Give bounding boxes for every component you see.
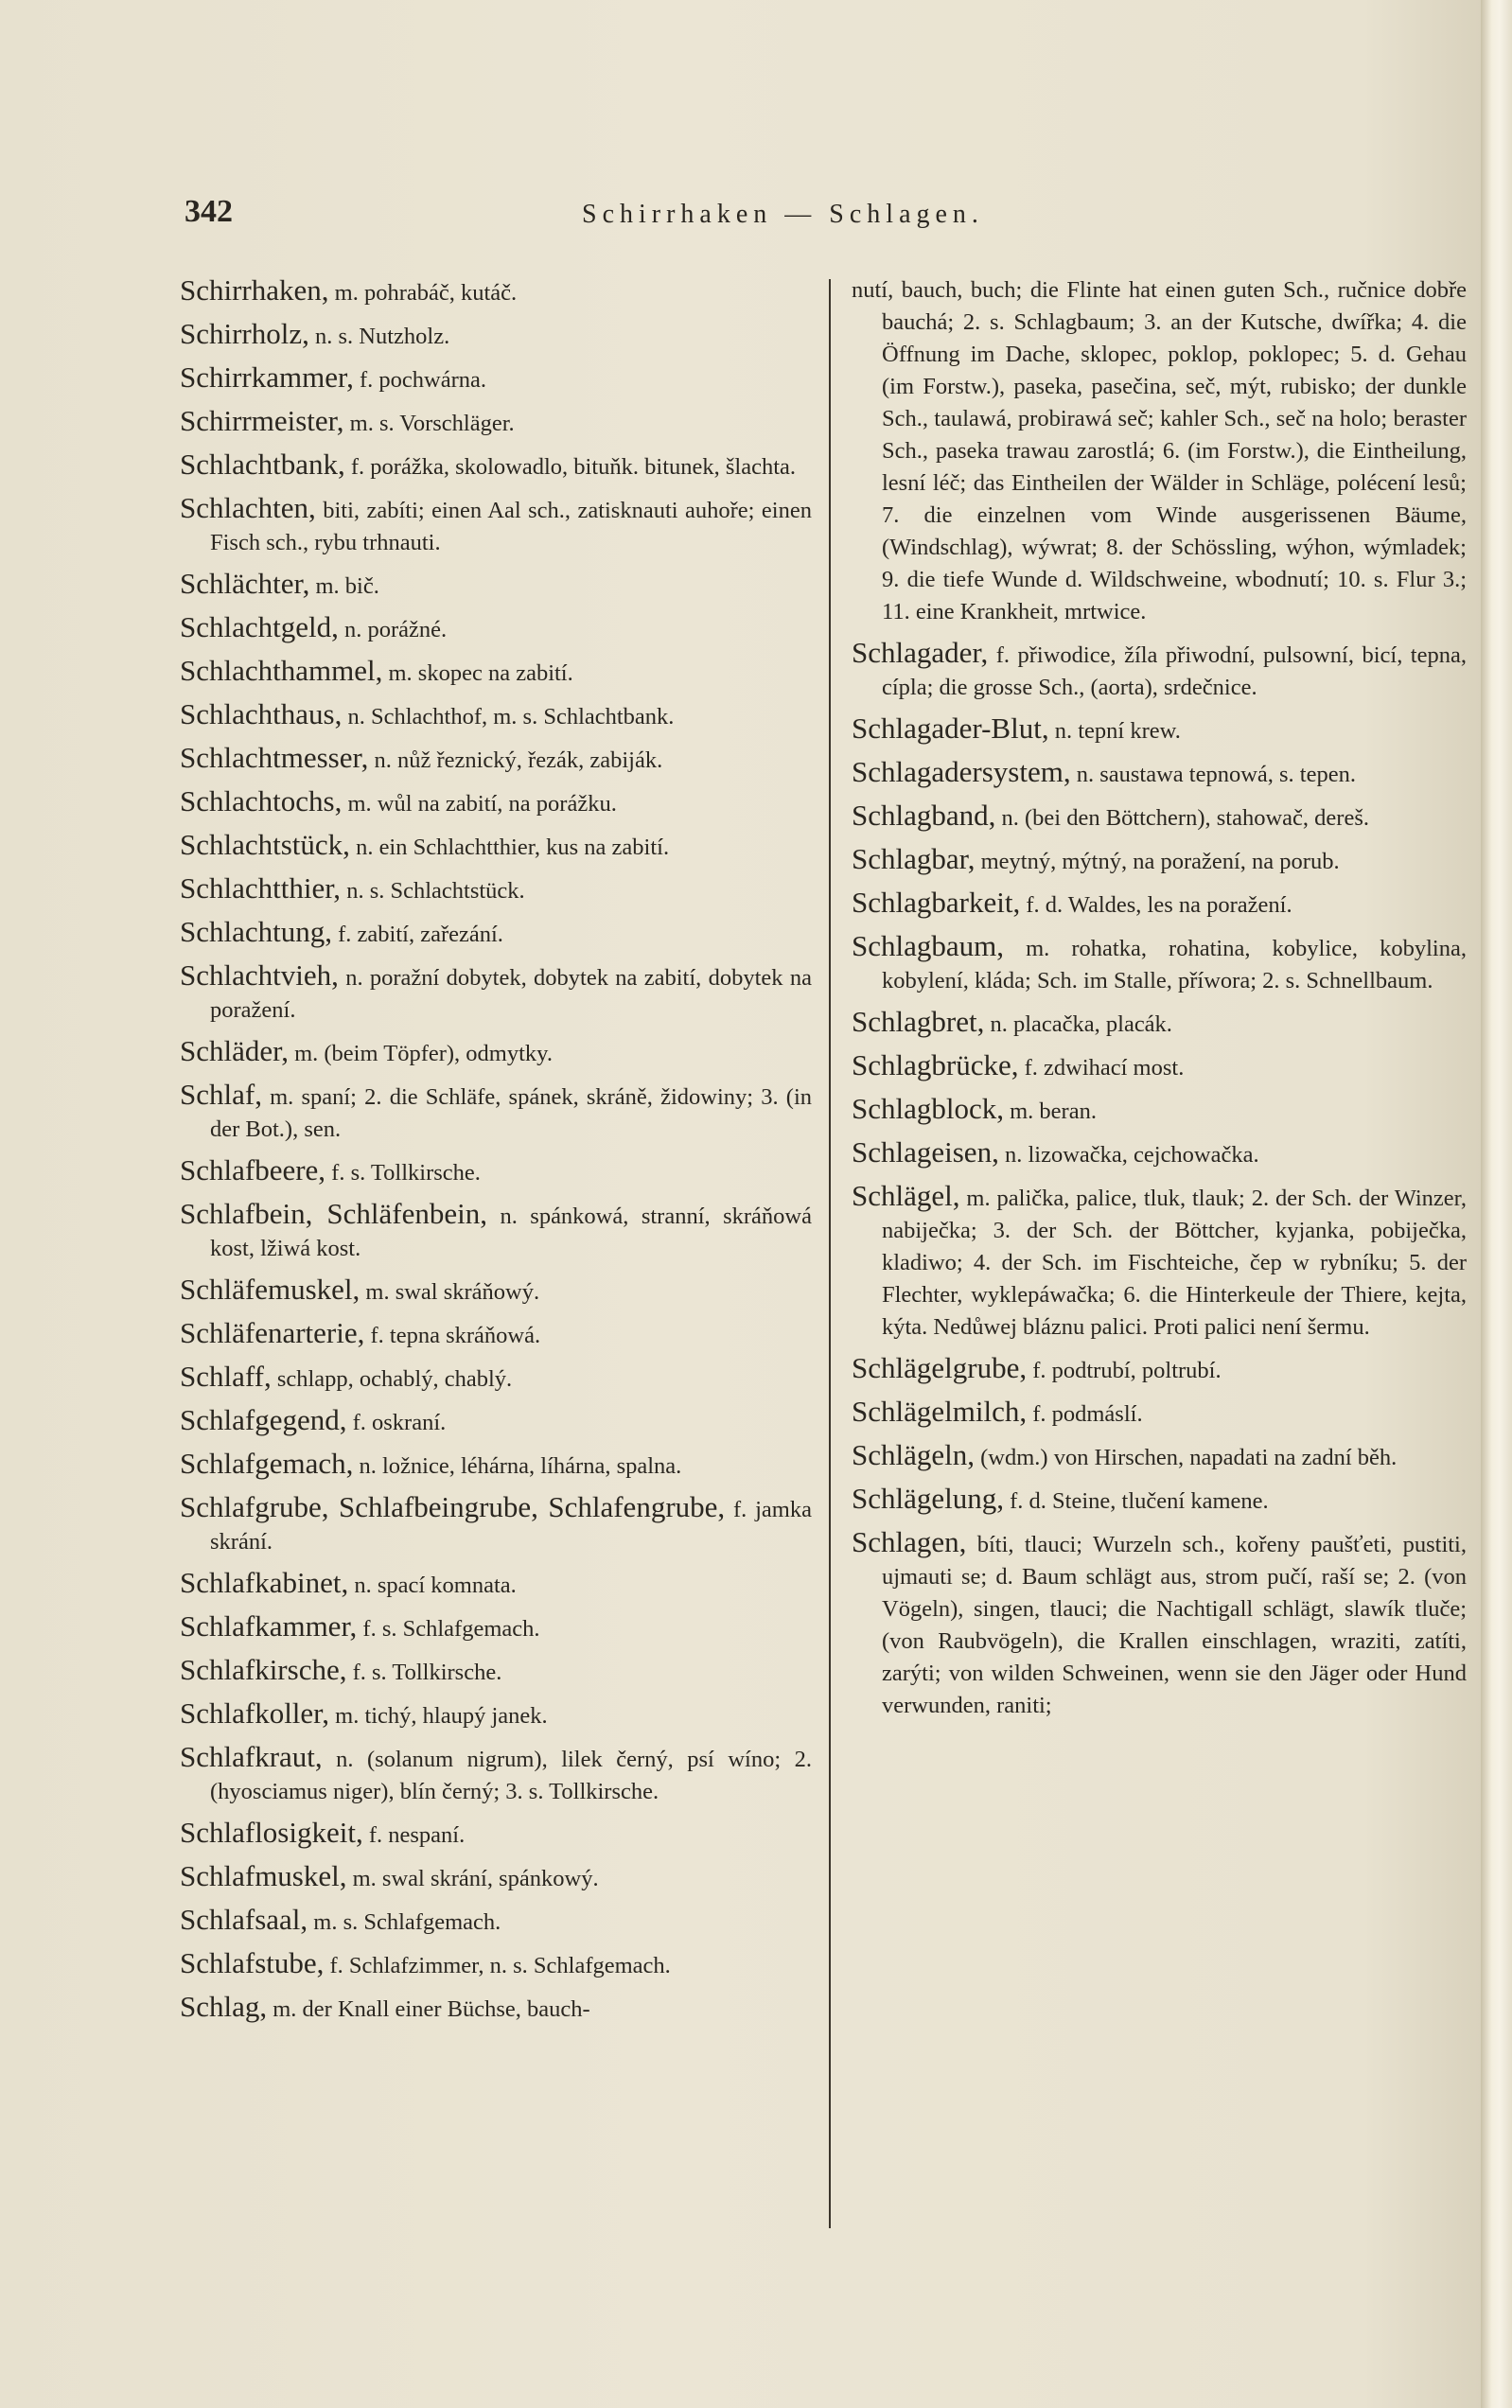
dictionary-entry xyxy=(180,405,812,440)
entry-headword: Schlagader, xyxy=(852,636,989,669)
entry-definition: n. saustawa tepnowá, s. tepen. xyxy=(1070,762,1356,787)
entry-headword: Schlafkoller, xyxy=(180,1696,330,1730)
entry-definition: m. beran. xyxy=(1004,1099,1097,1124)
entry-definition: n. ložnice, léhárna, líhárna, spalna. xyxy=(353,1453,682,1479)
entry-definition: f. pochwárna. xyxy=(353,367,486,393)
entry-definition: n. spací komnata. xyxy=(348,1573,517,1598)
dictionary-entry xyxy=(180,1404,812,1439)
entry-headword: Schirrkammer, xyxy=(180,360,354,394)
dictionary-entry xyxy=(852,1526,1467,1722)
dictionary-entry xyxy=(180,568,812,603)
dictionary-entry xyxy=(180,1991,812,2026)
dictionary-entry xyxy=(180,318,812,353)
entry-headword: Schlafbein, Schläfenbein, xyxy=(180,1197,487,1230)
dictionary-entry xyxy=(852,637,1467,704)
entry-definition: m. s. Schlafgemach. xyxy=(308,1909,501,1935)
entry-definition: biti, zabíti; einen Aal sch., zatisknauti auhoře; einen Fisch sch., rybu trhnauti. xyxy=(210,498,812,555)
entry-headword: Schlaflosigkeit, xyxy=(180,1816,363,1849)
entry-headword: Schlagbar, xyxy=(852,842,976,875)
dictionary-entry xyxy=(852,1049,1467,1084)
entry-headword: Schlägelgrube, xyxy=(852,1351,1028,1384)
dictionary-entry xyxy=(852,1396,1467,1431)
entry-definition: m. (beim Töpfer), odmytky. xyxy=(288,1041,553,1066)
entry-definition: m. tichý, hlaupý janek. xyxy=(329,1703,548,1729)
dictionary-entry xyxy=(852,712,1467,747)
entry-headword: Schläfenarterie, xyxy=(180,1316,365,1349)
entry-headword: Schlafmuskel, xyxy=(180,1859,347,1892)
entry-definition: m. bič. xyxy=(309,573,379,599)
entry-headword: Schlachten, xyxy=(180,491,316,524)
entry-definition: meytný, mýtný, na poražení, na porub. xyxy=(975,849,1340,874)
entry-headword: Schlachtgeld, xyxy=(180,610,339,643)
entry-headword: Schirrmeister, xyxy=(180,404,344,437)
dictionary-entry xyxy=(180,1317,812,1352)
entry-headword: Schlagbarkeit, xyxy=(852,886,1021,919)
dictionary-entry xyxy=(180,742,812,777)
entry-headword: Schirrholz, xyxy=(180,317,309,350)
dictionary-entry xyxy=(180,1817,812,1852)
dictionary-entry xyxy=(180,1567,812,1602)
entry-definition: m. der Knall einer Büchse, bauch- xyxy=(267,1996,590,2022)
dictionary-entry xyxy=(852,1439,1467,1474)
entry-definition: n. porážné. xyxy=(338,617,448,642)
entry-headword: Schlachtvieh, xyxy=(180,958,339,992)
entry-definition: m. pohrabáč, kutáč. xyxy=(328,280,518,306)
dictionary-entry xyxy=(180,1741,812,1808)
entry-headword: Schlafkabinet, xyxy=(180,1566,349,1599)
page-header xyxy=(185,194,1481,251)
entry-headword: Schlachtstück, xyxy=(180,828,350,861)
dictionary-entry xyxy=(180,1904,812,1939)
entry-headword: Schlageisen, xyxy=(852,1135,999,1169)
dictionary-entry xyxy=(180,1035,812,1070)
entry-definition: n. s. Nutzholz. xyxy=(308,324,450,349)
dictionary-entry xyxy=(180,1947,812,1982)
dictionary-entry xyxy=(180,916,812,951)
entry-definition: schlapp, ochablý, chablý. xyxy=(271,1366,513,1392)
page-number: 342 xyxy=(185,194,233,229)
entry-definition: f. d. Steine, tlučení kamene. xyxy=(1004,1488,1269,1514)
entry-headword: Schlagblock, xyxy=(852,1092,1004,1125)
dictionary-entry xyxy=(180,959,812,1027)
dictionary-entry xyxy=(180,785,812,820)
entry-definition: m. swal skrání, spánkowý. xyxy=(346,1866,599,1891)
dictionary-entry xyxy=(852,1006,1467,1041)
dictionary-entry xyxy=(852,1136,1467,1171)
dictionary-entry xyxy=(180,1274,812,1309)
entry-headword: Schläder, xyxy=(180,1034,289,1067)
entry-definition: f. tepna skráňowá. xyxy=(364,1323,541,1348)
entry-headword: Schlachtochs, xyxy=(180,784,343,817)
entry-definition: n. (bei den Böttchern), stahowač, dereš. xyxy=(995,805,1369,831)
entry-definition: n. tepní krew. xyxy=(1048,718,1181,744)
entry-headword: Schlachtthier, xyxy=(180,871,342,905)
dictionary-entry xyxy=(852,800,1467,835)
entry-definition: n. nůž řeznický, řezák, zabiják. xyxy=(368,747,663,773)
entry-headword: Schläfemuskel, xyxy=(180,1273,360,1306)
dictionary-entry xyxy=(852,930,1467,997)
dictionary-entry xyxy=(180,448,812,483)
entry-headword: Schlafkammer, xyxy=(180,1609,358,1643)
entry-definition: nutí, bauch, buch; die Flinte hat einen guten Sch., ručnice dobře bauchá; 2. s. Schlagbaum; 3. an der Kutsche, dwířka; 4. die Öffnung im Dache, sklopec, poklop, poklopec; 5. d. Gehau (im Forstw.), paseka, pasečina, seč, mýt, rubisko; der dunkle Sch., taulawá, probirawá seč; kahler Sch., seč na holo; beraster Sch., paseka trawau zarostlá; 6. (im Forstw.), die Eintheilung, lesní léč; das Eintheilen der Wälder in Schläge, polécení lesů; 7. die einzelnen vom Winde ausgerissenen Bäume, (Windschlag), wýwrat; 8. der Schössling, wýhon, wýmladek; 9. die tiefe Wunde d. Wildschweine, wbodnutí; 10. s. Flur 3.; 11. eine Krankheit, mrtwice. xyxy=(852,277,1467,624)
dictionary-entry xyxy=(852,843,1467,878)
dictionary-entry xyxy=(180,1697,812,1732)
dictionary-entry xyxy=(180,1361,812,1396)
entry-headword: Schlachtmesser, xyxy=(180,741,369,774)
entry-definition: f. podmáslí. xyxy=(1027,1401,1143,1427)
entry-definition: f. s. Tollkirsche. xyxy=(325,1160,481,1186)
dictionary-entry xyxy=(180,1610,812,1645)
entry-definition: n. ein Schlachtthier, kus na zabití. xyxy=(349,835,670,860)
entry-definition: m. skopec na zabití. xyxy=(382,660,573,686)
entry-definition: f. přiwodice, žíla přiwodní, pulsowní, bicí, tepna, cípla; die grosse Sch., (aorta), srdečnice. xyxy=(882,642,1467,700)
entry-definition: f. porážka, skolowadlo, bituňk. bitunek, šlachta. xyxy=(344,454,797,480)
entry-headword: Schlächter, xyxy=(180,567,310,600)
book-binding-edge xyxy=(1481,0,1512,2408)
dictionary-entry xyxy=(180,698,812,733)
right-column xyxy=(852,274,1467,1731)
entry-headword: Schlachtbank, xyxy=(180,448,345,481)
entry-headword: Schlafstube, xyxy=(180,1946,325,1979)
entry-definition: m. swal skráňowý. xyxy=(360,1279,540,1305)
entry-headword: Schlaff, xyxy=(180,1360,272,1393)
entry-definition: m. palička, palice, tluk, tlauk; 2. der Sch. der Winzer, nabiječka; 3. der Sch. der Böttcher, kyjanka, pobiječka, kladiwo; 4. der Sch. im Fischteiche, čep w rybníku; 5. der Flechter, wyklepáwačka; 6. die Hinterkeule der Thiere, kejta, kýta. Nedůwej bláznu palici. Proti palici není šermu. xyxy=(882,1186,1467,1340)
dictionary-entry xyxy=(852,887,1467,922)
entry-headword: Schlägeln, xyxy=(852,1438,975,1471)
dictionary-entry xyxy=(180,1198,812,1265)
entry-headword: Schlachthaus, xyxy=(180,697,343,730)
entry-definition: n. Schlachthof, m. s. Schlachtbank. xyxy=(342,704,675,729)
entry-headword: Schlachtung, xyxy=(180,915,332,948)
entry-definition: m. spaní; 2. die Schläfe, spánek, skráně, židowiny; 3. (in der Bot.), sen. xyxy=(210,1084,812,1142)
running-head: Schirrhaken — Schlagen. xyxy=(582,200,984,229)
entry-headword: Schlagen, xyxy=(852,1525,967,1558)
entry-definition: f. s. Schlafgemach. xyxy=(357,1616,540,1642)
entry-headword: Schlafgrube, Schlafbeingrube, Schlafengrube, xyxy=(180,1490,726,1523)
entry-definition: f. oskraní. xyxy=(346,1410,447,1435)
dictionary-entry xyxy=(852,274,1467,628)
entry-definition: f. jamka skrání. xyxy=(210,1497,812,1555)
entry-definition: n. (solanum nigrum), lilek černý, psí wíno; 2. (hyosciamus niger), blín černý; 3. s. Tollkirsche. xyxy=(210,1747,812,1804)
entry-definition: f. zabití, zařezání. xyxy=(332,922,503,947)
entry-definition: n. spánkowá, stranní, skráňowá kost, lžiwá kost. xyxy=(210,1204,812,1261)
entry-headword: Schlafgemach, xyxy=(180,1447,354,1480)
dictionary-entry xyxy=(180,611,812,646)
entry-headword: Schlafsaal, xyxy=(180,1903,308,1936)
dictionary-entry xyxy=(180,492,812,559)
entry-definition: f. zdwihací most. xyxy=(1018,1055,1185,1081)
entry-headword: Schlachthammel, xyxy=(180,654,383,687)
dictionary-entry xyxy=(180,655,812,690)
entry-headword: Schlaf, xyxy=(180,1078,262,1111)
entry-definition: f. podtrubí, poltrubí. xyxy=(1027,1358,1222,1383)
dictionary-entry xyxy=(180,829,812,864)
entry-definition: f. s. Tollkirsche. xyxy=(346,1660,502,1685)
entry-definition: f. nespaní. xyxy=(362,1822,466,1848)
entry-headword: Schlafkraut, xyxy=(180,1740,323,1773)
dictionary-entry xyxy=(180,1448,812,1483)
entry-headword: Schlafkirsche, xyxy=(180,1653,347,1686)
dictionary-entry xyxy=(852,1352,1467,1387)
entry-definition: bíti, tlauci; Wurzeln sch., kořeny paušťeti, pustiti, ujmauti se; d. Baum schlägt aus, strom pučí, raší se; 2. (von Vögeln), singen, tlauci; die Nachtigall schlägt, slawík tluče; (von Raubvögeln), die Krallen einschlagen, wraziti, zatíti, zarýti; von wilden Schweinen, wenn sie den Jäger oder Hund verwunden, raniti; xyxy=(882,1532,1467,1718)
entry-headword: Schlafgegend, xyxy=(180,1403,347,1436)
entry-definition: m. s. Vorschläger. xyxy=(343,411,515,436)
dictionary-entry xyxy=(180,274,812,309)
entry-definition: n. s. Schlachtstück. xyxy=(341,878,525,904)
entry-definition: n. placačka, placák. xyxy=(984,1011,1172,1037)
entry-headword: Schlagadersystem, xyxy=(852,755,1071,788)
dictionary-entry xyxy=(180,361,812,396)
dictionary-entry xyxy=(180,872,812,907)
dictionary-entry xyxy=(852,1483,1467,1518)
entry-definition: n. poražní dobytek, dobytek na zabití, dobytek na poražení. xyxy=(210,965,812,1023)
entry-headword: Schirrhaken, xyxy=(180,273,329,307)
dictionary-entry xyxy=(180,1154,812,1189)
entry-definition: m. rohatka, rohatina, kobylice, kobylina, kobylení, kláda; Sch. im Stalle, příwora; 2. s. Schnellbaum. xyxy=(882,936,1467,993)
left-column xyxy=(180,274,812,2034)
entry-headword: Schlag, xyxy=(180,1990,268,2023)
dictionary-entry xyxy=(180,1654,812,1689)
entry-headword: Schlägel, xyxy=(852,1179,960,1212)
entry-definition: f. d. Waldes, les na poražení. xyxy=(1020,892,1292,918)
entry-headword: Schlägelmilch, xyxy=(852,1395,1028,1428)
entry-headword: Schlägelung, xyxy=(852,1482,1004,1515)
entry-definition: f. Schlafzimmer, n. s. Schlafgemach. xyxy=(324,1953,671,1978)
column-divider xyxy=(829,279,831,2228)
dictionary-entry xyxy=(852,756,1467,791)
entry-definition: (wdm.) von Hirschen, napadati na zadní běh. xyxy=(975,1445,1398,1470)
entry-headword: Schlagbret, xyxy=(852,1005,985,1038)
entry-definition: n. lizowačka, cejchowačka. xyxy=(998,1142,1259,1168)
dictionary-entry xyxy=(852,1093,1467,1128)
dictionary-entry xyxy=(180,1079,812,1146)
entry-headword: Schlagader-Blut, xyxy=(852,712,1049,745)
dictionary-entry xyxy=(852,1180,1467,1344)
entry-headword: Schlafbeere, xyxy=(180,1153,326,1186)
dictionary-entry xyxy=(180,1860,812,1895)
entry-headword: Schlagband, xyxy=(852,799,996,832)
dictionary-entry xyxy=(180,1491,812,1558)
entry-definition: m. wůl na zabití, na porážku. xyxy=(342,791,617,817)
entry-headword: Schlagbaum, xyxy=(852,929,1004,962)
entry-headword: Schlagbrücke, xyxy=(852,1048,1019,1081)
